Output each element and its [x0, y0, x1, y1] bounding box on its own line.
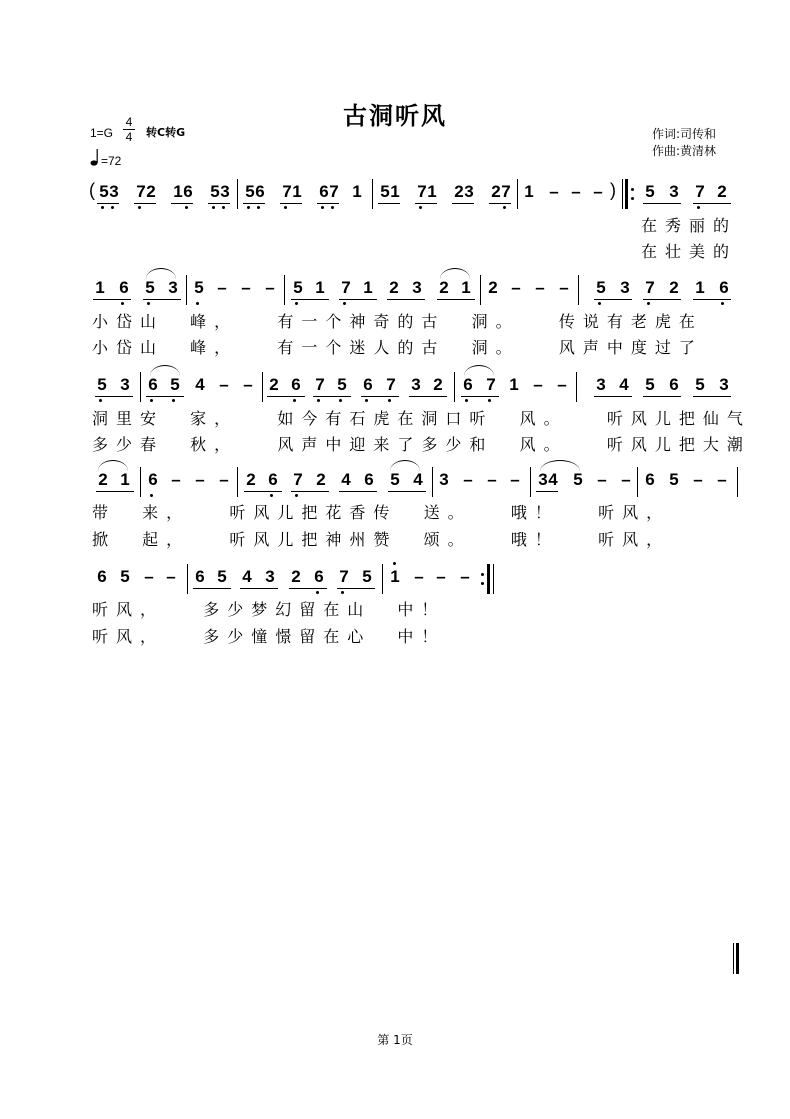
barline [432, 467, 433, 497]
note: 6 [716, 278, 732, 298]
note: 1 [173, 182, 183, 201]
note: 5 [645, 182, 655, 201]
note: 6 [116, 278, 132, 298]
underline [643, 203, 681, 204]
barline [186, 275, 187, 305]
note: 5 [191, 278, 207, 298]
barline [530, 467, 531, 497]
note: 7 [642, 278, 658, 298]
slur [98, 460, 128, 471]
note: 7 [414, 182, 430, 202]
underline [95, 396, 133, 397]
barline [140, 467, 141, 497]
note: 7 [383, 375, 399, 395]
composer: 作曲:黄清林 [651, 144, 716, 158]
repeat-dot [631, 197, 634, 200]
note: 6 [645, 470, 655, 489]
note: 5 [290, 278, 306, 298]
dash: – [217, 278, 227, 297]
underline [643, 299, 681, 300]
note: 7 [338, 278, 354, 298]
note: 2 [246, 470, 256, 489]
dash: – [717, 470, 727, 489]
repeat-end-bar [487, 564, 490, 594]
barline [737, 467, 738, 497]
note: 1 [695, 278, 705, 297]
underline [280, 203, 302, 204]
dash: – [571, 182, 581, 201]
dash: – [144, 567, 154, 586]
note: 6 [252, 182, 268, 202]
note: 5 [645, 375, 655, 394]
note: 6 [669, 375, 679, 394]
barline [493, 564, 494, 594]
dash: – [241, 278, 251, 297]
underline [452, 203, 474, 204]
barline [480, 275, 481, 305]
repeat-dot [481, 582, 484, 585]
dash: – [171, 470, 181, 489]
underline [693, 299, 731, 300]
lyrics-line-1-verse-1: 在秀丽的 [641, 216, 738, 235]
dash: – [463, 470, 473, 489]
note: 2 [454, 182, 464, 201]
underline [387, 299, 425, 300]
note: 4 [242, 567, 252, 586]
note: 6 [316, 182, 332, 202]
note: 3 [168, 278, 178, 297]
note: 3 [669, 182, 679, 201]
end-barline-thin [733, 943, 734, 974]
note: 2 [146, 182, 156, 201]
dash: – [535, 278, 545, 297]
dash: – [487, 470, 497, 489]
note: 3 [464, 182, 474, 201]
note: 6 [180, 182, 196, 202]
underline [97, 203, 119, 204]
time-signature-bottom: 4 [125, 130, 133, 144]
note: 3 [265, 567, 275, 586]
note: 5 [695, 375, 705, 394]
note: 6 [311, 567, 327, 587]
underline [415, 203, 437, 204]
barline [517, 179, 518, 209]
note: 7 [692, 182, 708, 202]
barline [382, 564, 383, 594]
dash: – [557, 375, 567, 394]
lyrics-line-3-verse-1: 洞里安 家， 如今有石虎在洞口听 风。 听风儿把仙气 [92, 409, 751, 428]
note: 5 [593, 278, 609, 298]
note: 6 [145, 375, 161, 395]
note: 3 [439, 470, 449, 489]
note: 4 [548, 470, 558, 489]
note: 6 [364, 470, 374, 489]
barline [454, 372, 455, 402]
underline [536, 491, 558, 492]
barline [284, 275, 285, 305]
note: 6 [195, 567, 205, 586]
underline [437, 299, 475, 300]
underline [693, 203, 731, 204]
note: 5 [217, 567, 227, 586]
tempo-marking: =72 [101, 154, 122, 168]
note: 4 [341, 470, 351, 489]
lyrics-line-4-verse-1: 带 来， 听风儿把花香传 送。 哦！ 听风， [92, 503, 671, 522]
slur [150, 365, 180, 376]
barline [237, 467, 238, 497]
note: 2 [439, 278, 449, 297]
note: 3 [217, 182, 233, 202]
note: 3 [620, 278, 630, 297]
dash: – [693, 470, 703, 489]
note: 2 [433, 375, 443, 394]
dash: – [414, 567, 424, 586]
note: 6 [460, 375, 476, 395]
dash: – [597, 470, 607, 489]
underline [267, 396, 305, 397]
note: 5 [94, 375, 110, 395]
lyrics-line-2-verse-2: 小岱山 峰， 有一个迷人的古 洞。 风声中度过了 [92, 338, 703, 357]
dash: – [621, 470, 631, 489]
note: 7 [133, 182, 149, 202]
dash: – [593, 182, 603, 201]
dash: – [243, 375, 253, 394]
lyrics-line-5-verse-1: 听风， 多少梦幻留在山 中！ [92, 600, 446, 619]
note: 1 [120, 470, 130, 489]
note: 1 [352, 182, 362, 201]
note: 5 [207, 182, 223, 202]
lyrics-line-5-verse-2: 听风， 多少憧憬留在心 中！ [92, 627, 446, 646]
note: 5 [242, 182, 258, 202]
note: 2 [316, 470, 326, 489]
underline [240, 588, 278, 589]
note: 5 [669, 470, 679, 489]
slur [464, 365, 494, 376]
dash: – [549, 182, 559, 201]
dash: – [265, 278, 275, 297]
barline [140, 372, 141, 402]
barline [622, 179, 623, 209]
note: 1 [95, 278, 105, 297]
repeat-dot [481, 573, 484, 576]
key-signature: 1=G [90, 126, 114, 140]
note: 4 [619, 375, 629, 394]
credits [652, 126, 716, 160]
barline [372, 179, 373, 209]
underline [594, 396, 632, 397]
underline [317, 203, 339, 204]
underline [243, 203, 265, 204]
high-octave-dot [393, 562, 396, 565]
slur [540, 460, 580, 471]
modulation-note: 转C转G [146, 126, 186, 139]
time-signature [123, 116, 135, 143]
open-paren: ( [89, 180, 95, 200]
dash: – [559, 278, 569, 297]
note: 3 [538, 470, 548, 489]
underline [291, 299, 329, 300]
barline [637, 467, 638, 497]
barline [262, 372, 263, 402]
dash: – [219, 470, 229, 489]
note: 2 [669, 278, 679, 297]
dash: – [436, 567, 446, 586]
lyrics-line-1-verse-2: 在壮美的 [641, 242, 738, 261]
quarter-note-icon [90, 147, 100, 171]
underline [313, 396, 351, 397]
note: 2 [98, 470, 108, 489]
underline [361, 396, 399, 397]
dash: – [460, 567, 470, 586]
note: 1 [363, 278, 373, 297]
note: 3 [106, 182, 122, 202]
note: 5 [380, 182, 390, 201]
underline [339, 299, 377, 300]
close-paren: ) [610, 180, 616, 200]
note: 1 [509, 375, 519, 394]
note: 3 [412, 278, 422, 297]
note: 1 [292, 182, 302, 201]
note: 1 [390, 567, 400, 586]
underline [143, 299, 181, 300]
underline [378, 203, 400, 204]
note: 6 [360, 375, 376, 395]
dash: – [511, 278, 521, 297]
note: 7 [498, 182, 514, 202]
lyrics-line-4-verse-2: 掀 起， 听风儿把神州赞 颂。 哦！ 听风， [92, 530, 671, 549]
note: 2 [491, 182, 501, 201]
underline [193, 588, 231, 589]
note: 3 [411, 375, 421, 394]
underline [643, 396, 681, 397]
note: 6 [145, 470, 161, 490]
underline [594, 299, 632, 300]
note: 3 [719, 375, 729, 394]
barline [578, 275, 579, 305]
note: 7 [290, 470, 306, 490]
underline [96, 491, 134, 492]
dash: – [510, 470, 520, 489]
underline [134, 203, 156, 204]
note: 6 [288, 375, 304, 395]
note: 7 [336, 567, 352, 587]
note: 7 [326, 182, 342, 202]
barline [237, 179, 238, 209]
page-number: 第 1页 [377, 1033, 413, 1047]
lyrics-line-2-verse-1: 小岱山 峰， 有一个神奇的古 洞。 传说有老虎在 [92, 312, 703, 331]
underline [93, 299, 131, 300]
song-title: 古洞听风 [343, 102, 447, 130]
underline [208, 203, 230, 204]
note: 1 [390, 182, 400, 201]
note: 2 [269, 375, 279, 394]
dash: – [166, 567, 176, 586]
dash: – [219, 375, 229, 394]
note: 1 [427, 182, 437, 201]
note: 7 [279, 182, 295, 202]
barline [576, 372, 577, 402]
note: 2 [717, 182, 727, 201]
note: 4 [195, 375, 205, 394]
note: 7 [483, 375, 499, 395]
underline [291, 491, 329, 492]
note: 3 [596, 375, 606, 394]
underline [171, 203, 193, 204]
underline [289, 588, 327, 589]
slur [390, 460, 420, 471]
underline [489, 203, 511, 204]
time-signature-top: 4 [125, 115, 133, 129]
underline [409, 396, 447, 397]
underline [337, 588, 375, 589]
note: 6 [97, 567, 107, 586]
note: 5 [334, 375, 350, 395]
underline [339, 491, 377, 492]
note: 5 [96, 182, 112, 202]
note: 3 [120, 375, 130, 394]
note: 5 [167, 375, 183, 395]
note: 2 [291, 567, 301, 586]
note: 6 [265, 470, 281, 490]
underline [461, 396, 499, 397]
repeat-dot [631, 188, 634, 191]
underline [693, 396, 731, 397]
dash: – [195, 470, 205, 489]
slur [146, 268, 176, 279]
lyrics-line-3-verse-2: 多少春 秋， 风声中迎来了多少和 风。 听风儿把大潮 [92, 435, 751, 454]
lyricist: 作词:司传和 [651, 127, 716, 141]
note: 5 [120, 567, 130, 586]
note: 1 [461, 278, 471, 297]
note: 1 [524, 182, 534, 201]
slur [440, 268, 470, 279]
underline [388, 491, 426, 492]
note: 4 [413, 470, 423, 489]
note: 5 [142, 278, 158, 298]
note: 5 [390, 470, 400, 489]
note: 2 [488, 278, 498, 297]
note: 7 [312, 375, 328, 395]
note: 2 [389, 278, 399, 297]
note: 1 [315, 278, 325, 297]
underline [146, 396, 184, 397]
note: 5 [573, 470, 583, 489]
note: 5 [362, 567, 372, 586]
barline [187, 564, 188, 594]
underline [244, 491, 282, 492]
dash: – [533, 375, 543, 394]
repeat-start-bar [625, 179, 628, 209]
end-barline-thick [736, 943, 739, 974]
